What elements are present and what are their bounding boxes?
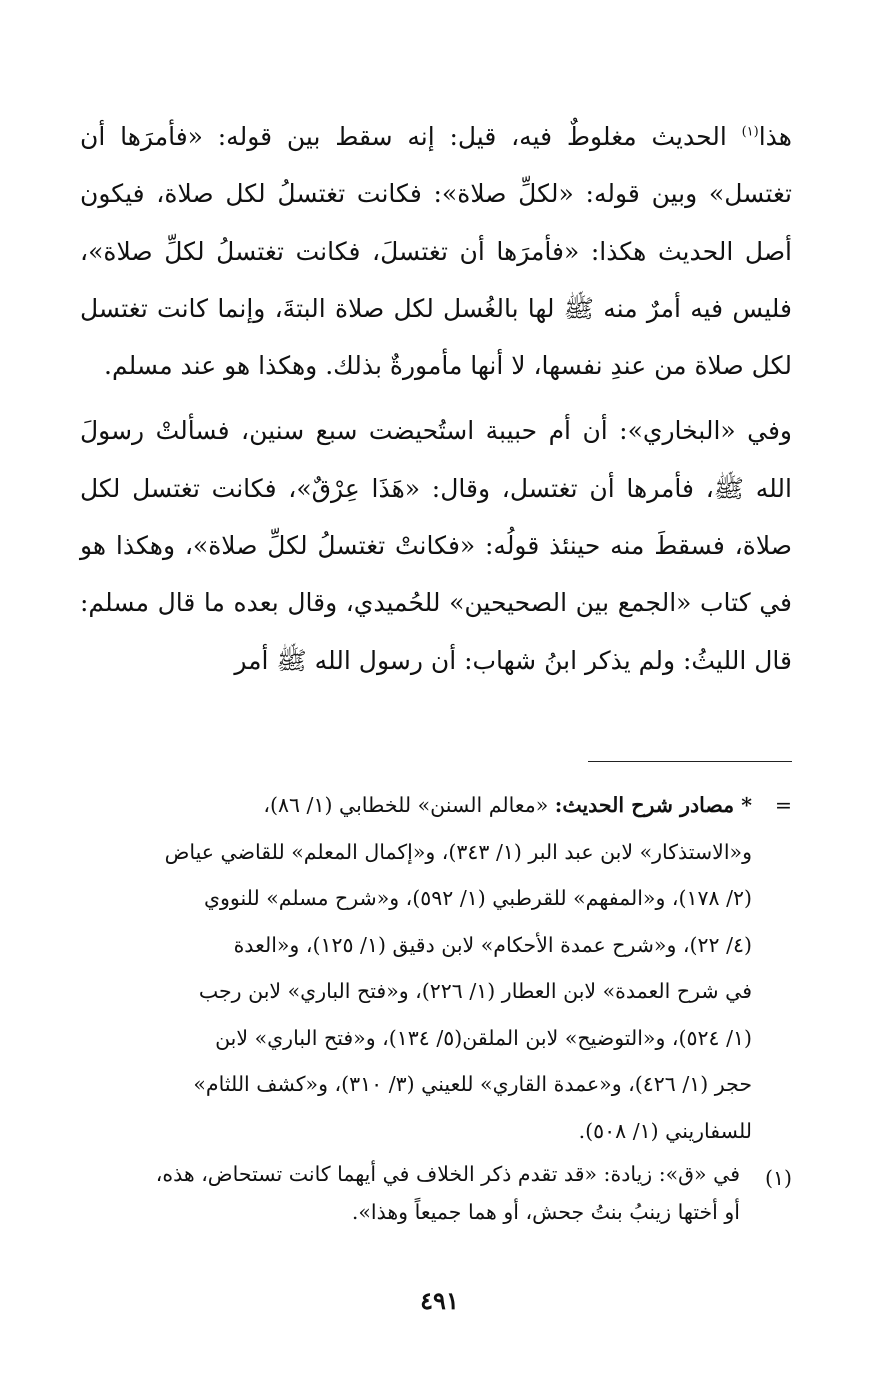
footnote-ref: (١)	[741, 124, 759, 140]
text-line: وفي «البخاري»: أن أم حبيبة استُحيضت سبع سنين، فسألتْ	[155, 416, 793, 446]
footnote-sources	[80, 782, 792, 1154]
footnote-1	[80, 1155, 792, 1231]
footnote-separator	[588, 761, 792, 762]
page-number: ٤٩١	[420, 1286, 459, 1315]
footnote-lines	[80, 782, 752, 1154]
text-line: ما قال مسلم: قال الليثُ: ولم يذكر ابنُ شهاب: أن رسول الله ﷺ أمر	[80, 588, 792, 675]
footnote-line: في شرح العمدة» لابن العطار (١/ ٢٢٦)، و«فتح الباري» لابن رجب	[198, 979, 752, 1003]
text-line: تغتسل» وبين قوله: «لكلِّ صلاة»: فكانت تغتسلُ لكل صلاة، فيكون	[80, 179, 792, 209]
footnote-line: في «ق»: زيادة: «قد تقدم ذكر الخلاف في أيهما كانت تستحاض، هذه،	[155, 1162, 740, 1186]
text-line: لكل صلاة من عندِ نفسها، لا أنها مأمورةٌ بذلك. وهكذا هو عند	[180, 351, 792, 381]
footnote-lines	[80, 1155, 740, 1231]
text-line: لكل صلاة، فسقطَ منه حينئذ قولُه: «فكانتْ تغتسلُ لكلِّ صلاة»،	[80, 473, 792, 561]
text-line: رسولَ الله ﷺ، فأمرها أن تغتسل، وقال: «هَذَا عِرْقٌ»، فكانت تغتسل	[80, 416, 792, 503]
footnote-line: * مصادر شرح الحديث: «معالم السنن» للخطابي (١/ ٨٦)،	[263, 793, 752, 817]
paragraph-2	[80, 402, 792, 688]
text-line: هذا	[758, 122, 792, 151]
text-line: وهكذا هو في كتاب «الجمع بين الصحيحين» للحُميدي، وقال بعده	[80, 531, 792, 618]
text-line: الحديث مغلوطٌ فيه، قيل: إنه سقط بين قوله: «فأمرَها أن	[80, 122, 742, 151]
text-line: فليس فيه أمرٌ منه ﷺ لها بالغُسل لكل صلاة البتةَ، وإنما كانت تغتسل	[80, 293, 792, 323]
footnote-line: أو أختها زينبُ بنتُ جحش، أو هما جميعاً وهذا».	[351, 1200, 740, 1224]
footnote-line: (٢/ ١٧٨)، و«المفهم» للقرطبي (١/ ٥٩٢)، و«شرح مسلم» للنووي	[203, 886, 752, 910]
continuation-marker: =	[774, 793, 792, 817]
footnote-line: للسفاريني (١/ ٥٠٨).	[578, 1118, 752, 1143]
footnote-line: حجر (١/ ٤٢٦)، و«عمدة القاري» للعيني (٣/ ٣١٠)، و«كشف اللثام»	[193, 1072, 752, 1096]
paragraph-1	[80, 108, 792, 394]
text-line: أصل الحديث هكذا: «فأمرَها أن تغتسلَ، فكانت تغتسلُ لكلِّ صلاة»،	[80, 236, 792, 266]
sources-heading: * مصادر شرح الحديث:	[554, 793, 752, 817]
footnotes	[80, 782, 792, 1231]
footnote-line: و«الاستذكار» لابن عبد البر (١/ ٣٤٣)، و«إكمال المعلم» للقاضي عياض	[164, 839, 752, 864]
footnote-line: (٤/ ٢٢)، و«شرح عمدة الأحكام» لابن دقيق (١/ ١٢٥)، و«العدة	[233, 932, 752, 957]
main-text	[80, 108, 792, 689]
footnote-number: (١)	[764, 1166, 792, 1190]
footnote-line: (١/ ٥٢٤)، و«التوضيح» لابن الملقن(٥/ ١٣٤)، و«فتح الباري» لابن	[215, 1025, 752, 1050]
text-line: مسلم.	[104, 351, 173, 381]
